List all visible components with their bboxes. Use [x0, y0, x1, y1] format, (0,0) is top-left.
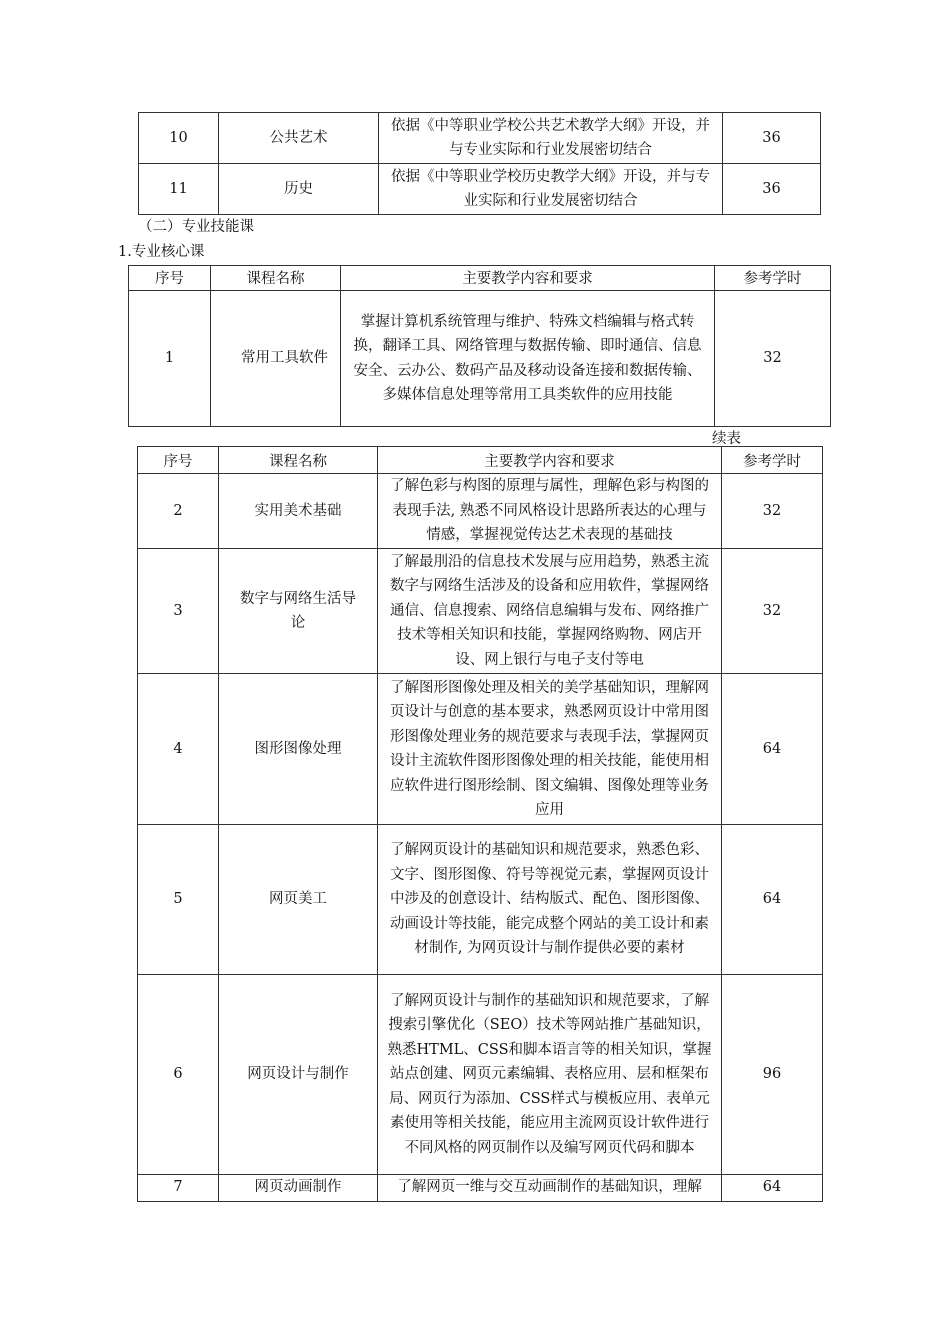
header-content: 主要教学内容和要求	[378, 447, 722, 474]
course-hours: 36	[723, 164, 821, 215]
course-content: 了解最刖沿的信息技术发展与应用趋势，熟悉主流数字与网络生活涉及的设备和应用软件，掌握网络通信、信息搜索、网络信息编辑与发布、网络推广技术等相关知识和技能，掌握网络购物、网店开设、网上银行与电子支付等电	[378, 549, 722, 674]
table-header-row	[138, 447, 823, 474]
course-hours: 32	[722, 474, 823, 549]
table-row	[139, 113, 821, 164]
table-row	[138, 474, 823, 549]
header-number: 序号	[129, 266, 211, 291]
course-name: 网页设计与制作	[219, 975, 378, 1175]
course-number: 1	[129, 291, 211, 427]
course-number: 6	[138, 975, 219, 1175]
header-hours: 参考学时	[722, 447, 823, 474]
course-number: 7	[138, 1175, 219, 1202]
course-content: 了解网页一维与交互动画制作的基础知识，理解	[378, 1175, 722, 1202]
course-hours: 32	[715, 291, 831, 427]
course-name: 历史	[219, 164, 379, 215]
course-name: 公共艺术	[219, 113, 379, 164]
table-row	[138, 549, 823, 674]
course-name: 图形图像处理	[219, 674, 378, 825]
course-content: 了解色彩与构图的原理与属性，理解色彩与构图的表现手法, 熟悉不同风格设计思路所表达的心理与情感，掌握视觉传达艺术表现的基础技	[378, 474, 722, 549]
continued-table-label: 续表	[712, 431, 741, 447]
header-course-name: 课程名称	[219, 447, 378, 474]
core-courses-continued-table	[137, 446, 823, 1202]
course-number: 3	[138, 549, 219, 674]
header-hours: 参考学时	[715, 266, 831, 291]
section-heading: （二）专业技能课	[138, 219, 254, 235]
course-content: 掌握计算机系统管理与维护、特殊文档编辑与格式转换，翻译工具、网络管理与数据传输、即时通信、信息安全、云办公、数码产品及移动设备连接和数据传输、多媒体信息处理等常用工具类软件的应用技能	[341, 291, 715, 427]
course-content: 了解网页设计的基础知识和规范要求，熟悉色彩、文字、图形图像、符号等视觉元素，掌握网页设计中涉及的创意设计、结构版式、配色、图形图像、动画设计等技能，能完成整个网站的美工设计和素材制作, 为网页设计与制作提供必要的素材	[378, 825, 722, 975]
course-name: 网页动画制作	[219, 1175, 378, 1202]
course-content: 依据《中等职业学校公共艺术教学大纲》开设，并与专业实际和行业发展密切结合	[379, 113, 723, 164]
header-course-name: 课程名称	[211, 266, 341, 291]
table-row	[138, 825, 823, 975]
course-name: 实用美术基础	[219, 474, 378, 549]
course-content: 了解网页设计与制作的基础知识和规范要求，了解搜索引擎优化（SEO）技术等网站推广基础知识，熟悉HTML、CSS和脚本语言等的相关知识，掌握站点创建、网页元素编辑、表格应用、层和框架布局、网页行为添加、CSS样式与模板应用、表单元素使用等相关技能，能应用主流网页设计软件进行不同风格的网页制作以及编写网页代码和脚本	[378, 975, 722, 1175]
course-hours: 96	[722, 975, 823, 1175]
course-content: 依据《中等职业学校历史教学大纲》开设，并与专业实际和行业发展密切结合	[379, 164, 723, 215]
table-row	[138, 1175, 823, 1202]
header-content: 主要教学内容和要求	[341, 266, 715, 291]
subsection-heading: 1.专业核心课	[118, 244, 205, 260]
table-row	[138, 674, 823, 825]
course-number: 4	[138, 674, 219, 825]
general-courses-table	[138, 112, 821, 215]
table-row	[129, 291, 831, 427]
course-number: 2	[138, 474, 219, 549]
course-hours: 36	[723, 113, 821, 164]
course-name: 常用工具软件	[211, 291, 341, 427]
course-hours: 64	[722, 825, 823, 975]
header-number: 序号	[138, 447, 219, 474]
table-header-row	[129, 266, 831, 291]
course-hours: 64	[722, 674, 823, 825]
course-number: 11	[139, 164, 219, 215]
course-number: 5	[138, 825, 219, 975]
table-row	[138, 975, 823, 1175]
course-content: 了解图形图像处理及相关的美学基础知识，理解网页设计与创意的基本要求，熟悉网页设计中常用图形图像处理业务的规范要求与表现手法，掌握网页设计主流软件图形图像处理的相关技能，能使用相应软件进行图形绘制、图文编辑、图像处理等业务应用	[378, 674, 722, 825]
core-courses-table	[128, 265, 831, 427]
course-hours: 64	[722, 1175, 823, 1202]
course-hours: 32	[722, 549, 823, 674]
course-number: 10	[139, 113, 219, 164]
course-name: 数字与网络生活导论	[219, 549, 378, 674]
course-name: 网页美工	[219, 825, 378, 975]
table-row	[139, 164, 821, 215]
